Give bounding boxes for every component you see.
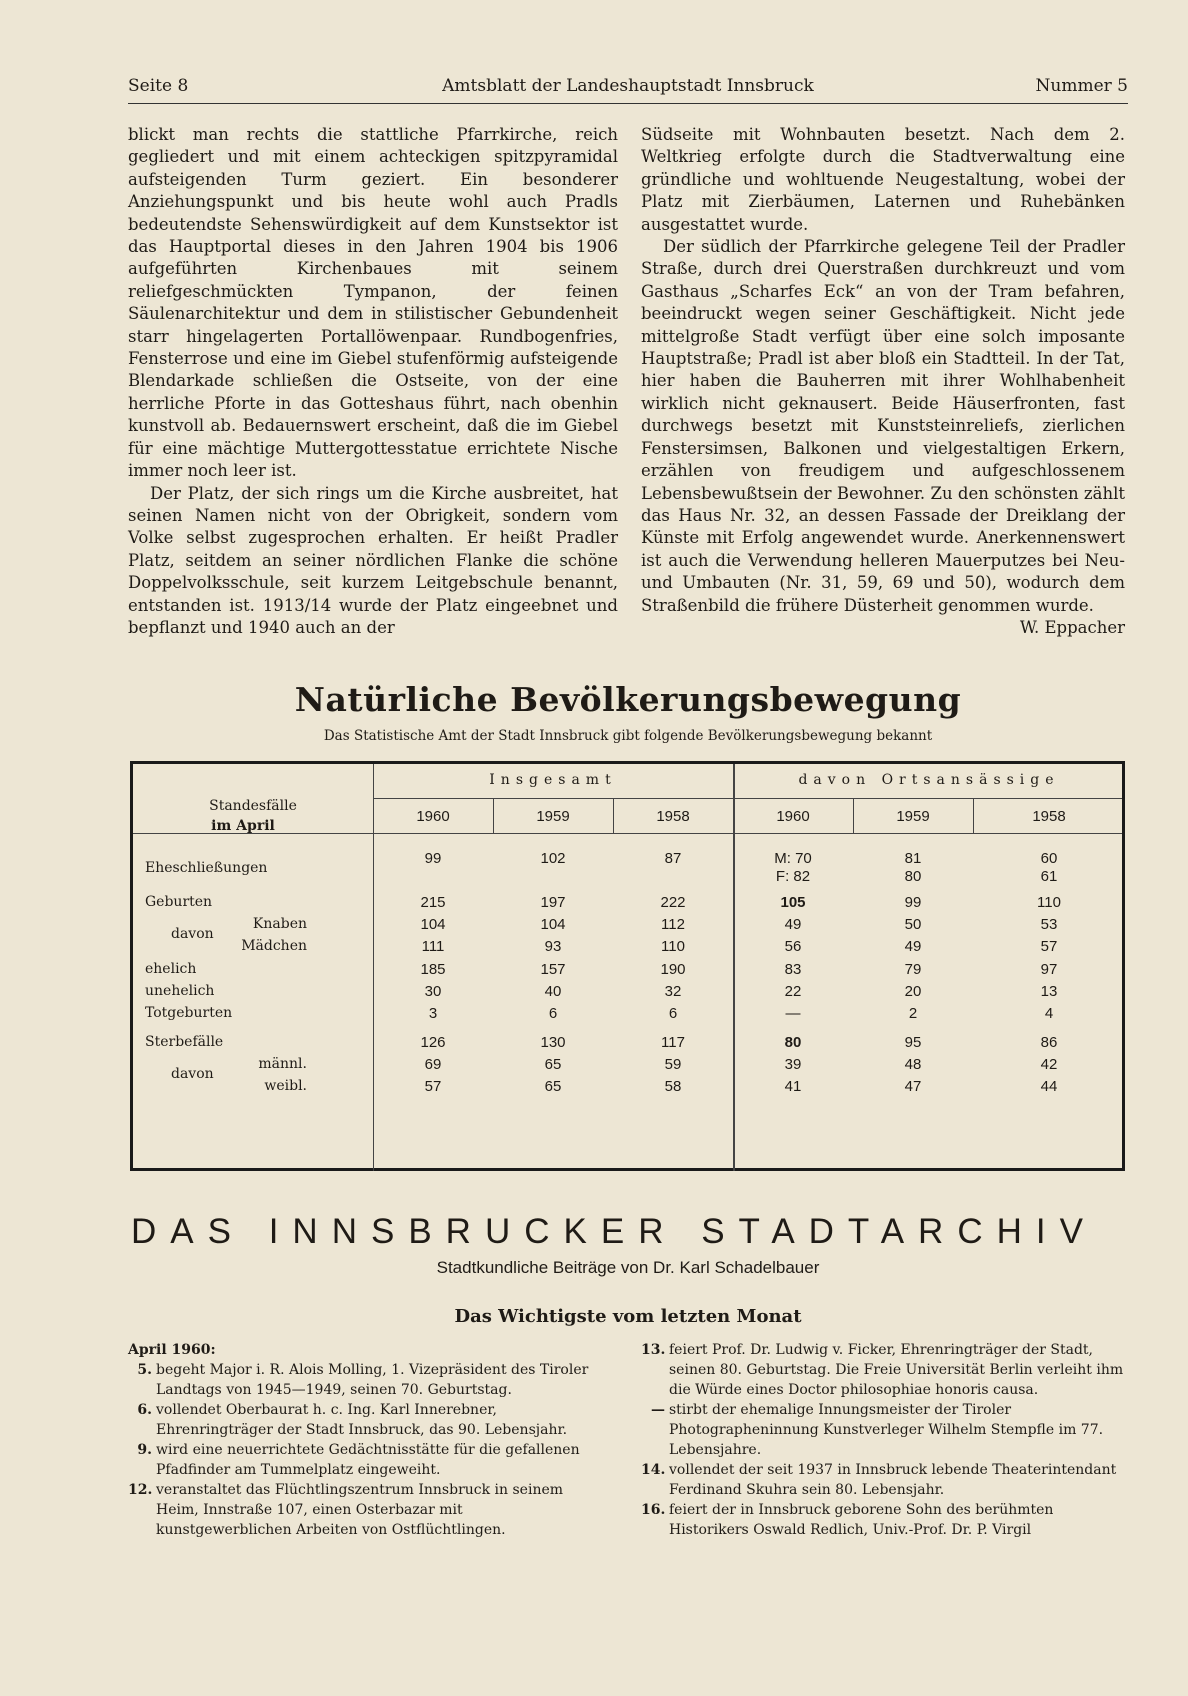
chronicle-entries: [641, 1340, 1125, 1540]
row-label: Sterbefälle: [145, 1034, 224, 1050]
year-header: 1959: [896, 808, 930, 825]
table-cell: 95: [904, 1034, 922, 1051]
chronicle-entry: [128, 1360, 598, 1400]
table-cell: 215: [420, 894, 446, 911]
archive-subtitle: Stadtkundliche Beiträge von Dr. Karl Schadelbauer: [436, 1258, 820, 1277]
chronicle-entry: [641, 1500, 1125, 1540]
table-cell: 50: [904, 916, 922, 933]
chronicle-entry: [128, 1480, 598, 1540]
table-cell: 197: [540, 894, 566, 911]
row-label: unehelich: [145, 983, 215, 999]
entry-text: feiert Prof. Dr. Ludwig v. Ficker, Ehrenringträger der Stadt, seinen 80. Geburtstag. Die Freie Universität Berlin verleiht ihm die Würde eines Doctor philosophiae honoris causa.: [669, 1342, 1124, 1398]
population-subtitle: Das Statistische Amt der Stadt Innsbruck gibt folgende Bevölkerungsbewegung bekannt: [323, 728, 933, 744]
table-cell: 65: [544, 1056, 562, 1073]
table-cell: 130: [540, 1034, 566, 1051]
table-cell: 69: [424, 1056, 442, 1073]
table-cell: 185: [420, 961, 446, 978]
table-cell: 3: [428, 1005, 438, 1022]
table-cell: M: 70: [774, 850, 812, 867]
group-header-total: Insgesamt: [489, 772, 617, 788]
table-cell: 13: [1040, 983, 1058, 1000]
table-cell: 104: [540, 916, 566, 933]
table-cell: 117: [661, 1034, 685, 1051]
year-header: 1960: [776, 808, 810, 825]
table-cell: 83: [784, 961, 802, 978]
article-column-right: [641, 124, 1125, 639]
table-cell: 99: [904, 894, 922, 911]
year-header: 1960: [416, 808, 450, 825]
archive-title: DAS INNSBRUCKER STADTARCHIV: [131, 1212, 1097, 1251]
table-cell: 65: [544, 1078, 562, 1095]
table-cell: 93: [544, 938, 562, 955]
table-cell: 104: [420, 916, 446, 933]
entry-text: vollendet der seit 1937 in Innsbruck lebende Theaterintendant Ferdinand Skuhra sein 80. Lebensjahr.: [669, 1462, 1117, 1498]
table-cell: 126: [420, 1034, 446, 1051]
entry-text: wird eine neuerrichtete Gedächtnisstätte für die gefallenen Pfadfinder am Tummelplatz eingeweiht.: [156, 1442, 580, 1478]
article-paragraph: Südseite mit Wohnbauten besetzt. Nach dem 2. Weltkrieg erfolgte durch die Stadtverwaltung eine gründliche und wohltuende Neugestaltung, wobei der Platz mit Zierbäumen, Laternen und Ruhebänken ausgestattet wurde.: [641, 125, 1125, 234]
table-cell: 56: [784, 938, 802, 955]
entry-day: 6.: [137, 1402, 152, 1418]
table-cell: 222: [660, 894, 686, 911]
article-paragraph: blickt man rechts die stattliche Pfarrkirche, reich gegliedert und mit einem achteckigen spitzpyramidal aufsteigenden Turm geziert. Ein besonderer Anziehungspunkt und bis heute wohl auch Pradls bedeutendste Sehenswürdigkeit auf dem Kunstsektor ist das Hauptportal dieses in den Jahren 1904 bis 1906 aufgeführten Kirchenbaues mit seinem reliefgeschmückten Tympanon, der feinen Säulenarchitektur und dem in stilistischer Gebundenheit starr hingelagerten Portallöwenpaar. Rundbogenfries, Fensterrose und eine im Giebel stufenförmig aufsteigende Blendarkade schließen die Ostseite, von der eine herrliche Pforte in das Gotteshaus führt, nach obenhin kunstvoll ab. Bedauernswert erscheint, daß die im Giebel für eine mächtige Muttergottesstatue errichtete Nische immer noch leer ist.: [128, 125, 618, 481]
table-divider: [373, 833, 374, 1171]
row-label: Geburten: [145, 894, 213, 910]
chronicle-column-left: [128, 1340, 598, 1540]
entry-day: 9.: [137, 1442, 152, 1458]
table-cell: 110: [1037, 894, 1061, 911]
row-label: Eheschließungen: [145, 860, 268, 876]
author-signature: W. Eppacher: [1019, 617, 1125, 637]
chronicle-entry: [128, 1440, 598, 1480]
table-cell: 6: [668, 1005, 678, 1022]
table-cell: 44: [1040, 1078, 1058, 1095]
year-header: 1959: [536, 808, 570, 825]
row-label: Totgeburten: [145, 1005, 233, 1021]
table-cell: 53: [1040, 916, 1058, 933]
table-cell: 80: [784, 1034, 802, 1051]
table-cell: 47: [904, 1078, 922, 1095]
table-cell: 49: [784, 916, 802, 933]
entry-text: feiert der in Innsbruck geborene Sohn des berühmten Historikers Oswald Redlich, Univ.-Prof. Dr. P. Virgil: [669, 1502, 1054, 1538]
entry-text: begeht Major i. R. Alois Molling, 1. Vizepräsident des Tiroler Landtags von 1945—1949, seinen 70. Geburtstag.: [156, 1362, 589, 1398]
article-paragraph: Der südlich der Pfarrkirche gelegene Teil der Pradler Straße, durch drei Querstraßen durchkreuzt und vom Gasthaus „Scharfes Eck“ an von der Tram befahren, beeindruckt wegen seiner Geschäftigkeit. Nicht jede mittelgroße Stadt verfügt über eine solch imposante Hauptstraße; Pradl ist aber bloß ein Stadtteil. In der Tat, hier haben die Bauherren mit ihrer Wohlhabenheit wirklich nicht geknausert. Beide Häuserfronten, fast durchwegs besetzt mit Kunststeinreliefs, zierlichen Fenstersimsen, Balkonen und vielgestaltigen Erkern, erzählen von freudigem und aufgeschlossenem Lebensbewußtsein der Bewohner. Zu den schönsten zählt das Haus Nr. 32, an dessen Fassade der Dreiklang der Künste mit Erfolg angewendet wurde. Anerkennenswert ist auch die Verwendung helleren Mauerputzes bei Neu- und Umbauten (Nr. 31, 59, 69 und 50), wodurch dem Straßenbild die frühere Düsterheit genommen wurde.: [641, 237, 1125, 615]
table-cell: 81: [904, 850, 922, 867]
entry-day: 13.: [641, 1342, 666, 1358]
table-cell: 87: [664, 850, 682, 867]
chronicle-month: April 1960:: [128, 1342, 216, 1358]
corner-label: im April: [211, 818, 275, 834]
page-header: [128, 76, 1128, 102]
page-number: Seite 8: [128, 76, 189, 96]
chronicle-entry: [641, 1340, 1125, 1400]
table-cell: 49: [904, 938, 922, 955]
entry-day: 14.: [641, 1462, 666, 1478]
entry-day: 5.: [137, 1362, 152, 1378]
entry-text: veranstaltet das Flüchtlingszentrum Innsbruck in seinem Heim, Innstraße 107, einen Osterbazar mit kunstgewerblichen Arbeiten von Ostflüchtlingen.: [156, 1482, 564, 1538]
table-cell: 39: [784, 1056, 802, 1073]
table-cell: 2: [908, 1005, 918, 1022]
entry-text: vollendet Oberbaurat h. c. Ing. Karl Innerebner, Ehrenringträger der Stadt Innsbruck, das 90. Lebensjahr.: [156, 1402, 568, 1438]
table-cell: 57: [1040, 938, 1058, 955]
article-column-left: [128, 124, 618, 639]
table-cell: 20: [904, 983, 922, 1000]
table-cell: 59: [664, 1056, 682, 1073]
chronicle-column-right: [641, 1340, 1125, 1540]
entry-day: 16.: [641, 1502, 666, 1518]
row-sublabel: Knaben: [252, 916, 307, 932]
publication-title: Amtsblatt der Landeshauptstadt Innsbruck: [442, 76, 814, 96]
population-table: [130, 761, 1125, 1171]
table-cell: 102: [540, 850, 566, 867]
year-header: 1958: [1032, 808, 1066, 825]
row-sublabel: weibl.: [264, 1078, 307, 1094]
chronicle-entry: [641, 1400, 1125, 1460]
table-cell: 80: [904, 868, 922, 885]
table-cell: 4: [1044, 1005, 1054, 1022]
population-title: Natürliche Bevölkerungsbewegung: [294, 680, 962, 719]
table-cell: 48: [904, 1056, 922, 1073]
table-cell: F: 82: [775, 868, 811, 885]
table-divider: [373, 798, 1122, 799]
table-cell: 112: [661, 916, 685, 933]
entry-text: stirbt der ehemalige Innungsmeister der Tiroler Photographeninnung Kunstverleger Wilhelm Stempfle im 77. Lebensjahre.: [669, 1402, 1104, 1458]
row-sublabel: Mädchen: [241, 938, 307, 954]
year-header: 1958: [656, 808, 690, 825]
table-cell: —: [785, 1005, 801, 1022]
archive-heading: Das Wichtigste vom letzten Monat: [454, 1306, 802, 1327]
table-cell: 40: [544, 983, 562, 1000]
chronicle-entries: [128, 1360, 598, 1540]
corner-label: Standesfälle: [209, 798, 297, 814]
table-cell: 157: [540, 961, 566, 978]
table-cell: 97: [1040, 961, 1058, 978]
table-cell: 99: [424, 850, 442, 867]
table-cell: 110: [661, 938, 685, 955]
group-header-local: davon Ortsansässige: [798, 772, 1060, 788]
row-label: ehelich: [145, 961, 197, 977]
table-cell: 42: [1040, 1056, 1058, 1073]
table-cell: 58: [664, 1078, 682, 1095]
table-cell: 111: [421, 938, 445, 955]
table-cell: 32: [664, 983, 682, 1000]
table-cell: 6: [548, 1005, 558, 1022]
table-cell: 79: [904, 961, 922, 978]
row-sublabel: männl.: [258, 1056, 307, 1072]
chronicle-entry: [641, 1460, 1125, 1500]
row-label: davon: [171, 926, 214, 942]
table-cell: 22: [784, 983, 802, 1000]
table-cell: 105: [780, 894, 806, 911]
article-paragraph: Der Platz, der sich rings um die Kirche ausbreitet, hat seinen Namen nicht von der Obrigkeit, sondern vom Volke selbst zugesprochen erhalten. Er heißt Pradler Platz, seitdem an seiner nördlichen Flanke die schöne Doppelvolksschule, seit kurzem Leitgebschule benannt, entstanden ist. 1913/14 wurde der Platz eingeebnet und bepflanzt und 1940 auch an der: [128, 483, 618, 637]
table-cell: 61: [1040, 868, 1058, 885]
table-cell: 86: [1040, 1034, 1058, 1051]
table-cell: 190: [660, 961, 686, 978]
entry-day: 12.: [128, 1482, 153, 1498]
table-cell: 60: [1040, 850, 1058, 867]
issue-number: Nummer 5: [1035, 76, 1128, 96]
chronicle-entry: [128, 1400, 598, 1440]
table-cell: 57: [424, 1078, 442, 1095]
table-cell: 30: [424, 983, 442, 1000]
entry-day: —: [651, 1402, 665, 1418]
row-label: davon: [171, 1066, 214, 1082]
population-table-grid: [133, 764, 1122, 1168]
header-rule: [128, 103, 1128, 104]
table-cell: 41: [784, 1078, 802, 1095]
